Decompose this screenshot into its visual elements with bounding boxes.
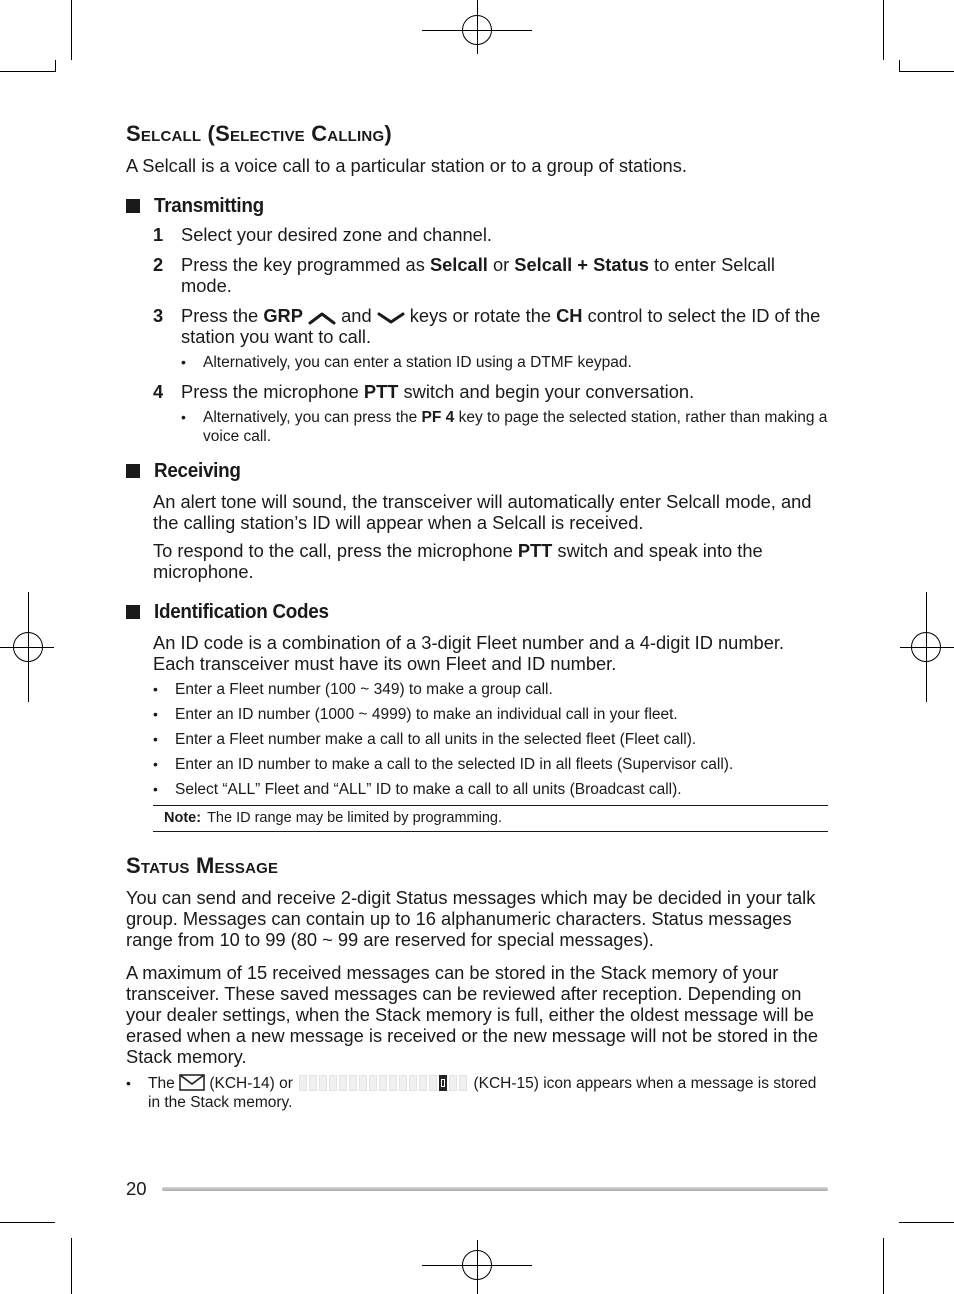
- registration-mark: [462, 15, 492, 45]
- list-item: • Select “ALL” Fleet and “ALL” ID to make a call to all units (Broadcast call).: [153, 781, 682, 798]
- registration-mark: [911, 632, 941, 662]
- crop-mark: [0, 71, 55, 72]
- crop-mark: [883, 1238, 884, 1294]
- crop-mark: [55, 60, 56, 72]
- step-4: 4 Press the microphone PTT switch and begin your conversation. • Alternatively, you can press the PF 4 key to page the selected station, rather than making a voice call.: [153, 381, 828, 445]
- page-content: [126, 120, 828, 1118]
- step-1: 1 Select your desired zone and channel.: [153, 224, 492, 245]
- section-title-status-message: Status Message: [126, 853, 279, 878]
- status-list: [126, 1074, 828, 1112]
- step-4-note: • Alternatively, you can press the PF 4 key to page the selected station, rather than making a voice call.: [181, 409, 828, 445]
- chevron-down-icon: [377, 311, 405, 325]
- step-2: 2 Press the key programmed as Selcall or Selcall + Status to enter Selcall mode.: [153, 254, 775, 296]
- receiving-paragraph-1: An alert tone will sound, the transceiver will automatically enter Selcall mode, and the calling station’s ID will appear when a Selcall is received.: [153, 491, 812, 533]
- heading-identification-codes: Identification Codes: [126, 599, 828, 625]
- crop-mark: [71, 0, 72, 60]
- square-bullet-icon: [126, 605, 140, 619]
- list-item: • Enter a Fleet number (100 ~ 349) to make a group call.: [153, 681, 553, 698]
- id-codes-list: [153, 680, 828, 799]
- list-item: • Enter a Fleet number make a call to all units in the selected fleet (Fleet call).: [153, 731, 697, 748]
- lcd-message-icon: [299, 1075, 467, 1091]
- square-bullet-icon: [126, 464, 140, 478]
- note-label: Note:: [164, 810, 202, 826]
- crop-mark: [899, 60, 900, 72]
- crop-mark: [899, 1222, 954, 1223]
- page-footer: [126, 1178, 828, 1200]
- transmit-steps: [126, 224, 828, 446]
- registration-mark: [13, 632, 43, 662]
- crop-mark: [71, 1238, 72, 1294]
- id-codes-paragraph: An ID code is a combination of a 3-digit Fleet number and a 4-digit ID number. Each transceiver must have its own Fleet and ID number.: [153, 632, 785, 674]
- chevron-up-icon: [308, 311, 336, 325]
- page-number: 20: [126, 1178, 147, 1199]
- list-item: • The (KCH-14) or (KCH-15) icon appears when a message is stored in the Stack memory.: [126, 1075, 817, 1111]
- footer-rule: [162, 1187, 828, 1191]
- registration-mark: [462, 1250, 492, 1280]
- status-paragraph-2: A maximum of 15 received messages can be stored in the Stack memory of your transceiver. These saved messages can be reviewed after reception. Depending on your dealer settings, when the Stack memory is full, either the oldest message will be erased when a new message is received or the new message will not be stored in the Stack memory.: [126, 962, 819, 1067]
- crop-mark: [899, 71, 954, 72]
- step-3: 3 Press the GRP and keys or rotate the CH control to select the ID of the station you want to call. • Alternatively, you can enter a station ID using a DTMF keypad.: [126, 305, 828, 372]
- crop-mark: [0, 1222, 55, 1223]
- heading-receiving: Receiving: [126, 458, 828, 484]
- selcall-intro: A Selcall is a voice call to a particular station or to a group of stations.: [126, 155, 687, 176]
- note-text: The ID range may be limited by programming.: [207, 810, 503, 826]
- receiving-paragraph-2: To respond to the call, press the microphone PTT switch and speak into the microphone.: [153, 540, 763, 582]
- crop-mark: [883, 0, 884, 60]
- section-title-selcall: Selcall (Selective Calling): [126, 121, 392, 146]
- status-paragraph-1: You can send and receive 2-digit Status messages which may be decided in your talk group. Messages can contain up to 16 alphanumeric characters. Status messages range from 10 to 99 (80 ~ 99 are reserved for special messages).: [126, 887, 816, 950]
- list-item: • Enter an ID number (1000 ~ 4999) to make an individual call in your fleet.: [153, 706, 678, 723]
- heading-transmitting: Transmitting: [126, 193, 828, 219]
- note-box: [153, 805, 828, 832]
- square-bullet-icon: [126, 199, 140, 213]
- envelope-icon: [179, 1074, 205, 1091]
- step-3-note: • Alternatively, you can enter a station ID using a DTMF keypad.: [181, 354, 632, 371]
- list-item: • Enter an ID number to make a call to the selected ID in all fleets (Supervisor call).: [153, 756, 734, 773]
